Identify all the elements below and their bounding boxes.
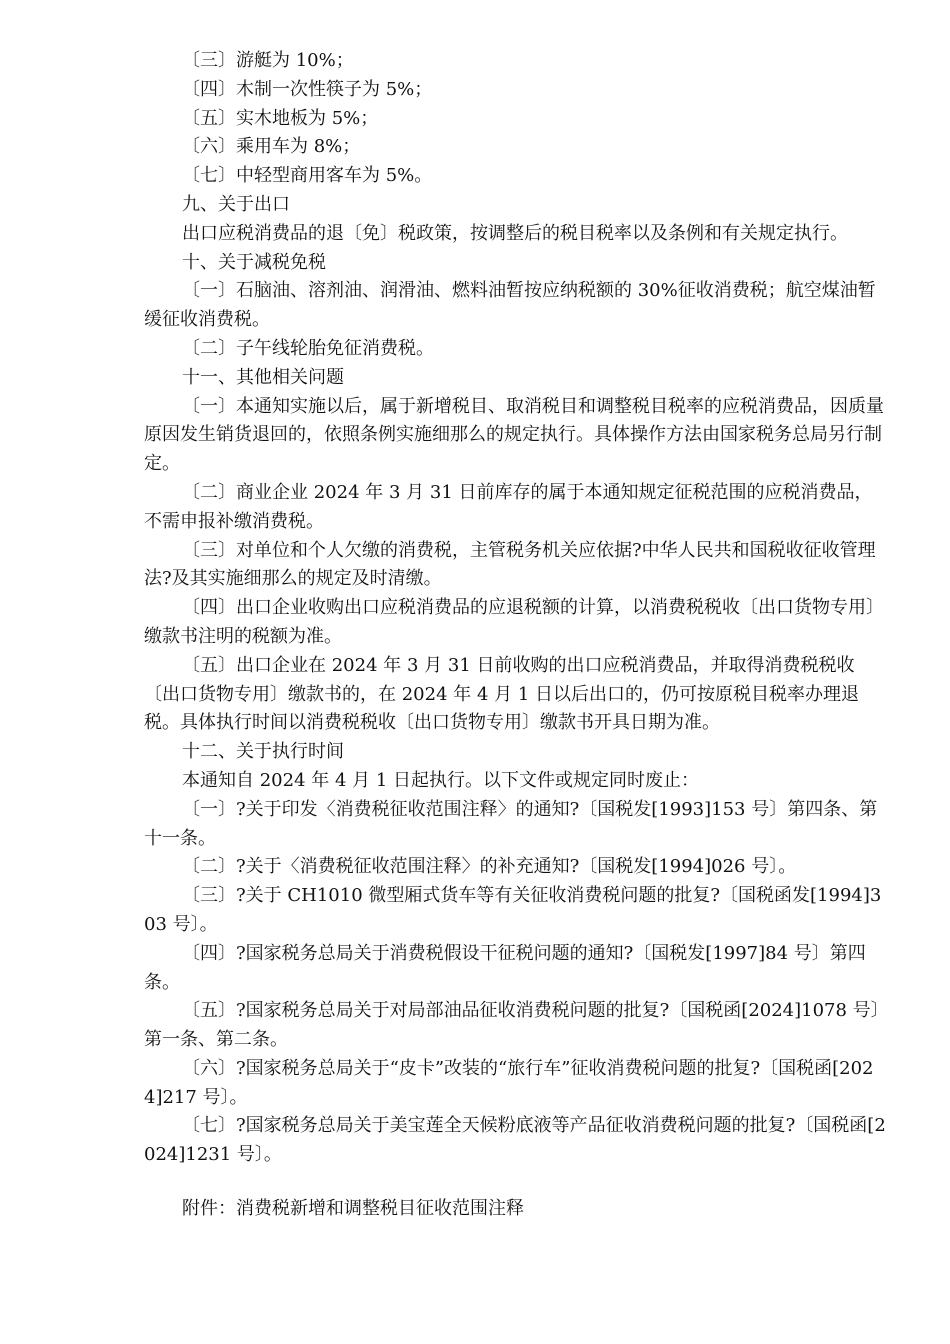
paragraph-yacht-rate: 〔三〕游艇为 10%； xyxy=(182,50,354,71)
paragraph-wood-floor-rate: 〔五〕实木地板为 5%； xyxy=(182,107,379,129)
paragraph-radial-tire-exemption: 〔二〕子午线轮胎免征消费税。 xyxy=(182,337,434,359)
paragraph-repeal-4: 〔四〕?国家税务总局关于消费税假设干征税问题的通知?〔国税发[1997]84 号〕第四条。 xyxy=(144,942,866,993)
paragraph-oil-reduction: 〔一〕石脑油、溶剂油、润滑油、燃料油暂按应纳税额的 30%征收消费税；航空煤油暂缓征收消费税。 xyxy=(144,280,876,331)
paragraph-commercial-bus-rate: 〔七〕中轻型商用客车为 5%。 xyxy=(182,165,433,187)
paragraph-chopsticks-rate: 〔四〕木制一次性筷子为 5%； xyxy=(182,78,433,100)
paragraph-passenger-car-rate: 〔六〕乘用车为 8%； xyxy=(182,136,361,158)
paragraph-export-refund-calc: 〔四〕出口企业收购出口应税消费品的应退税额的计算，以消费税税收〔出口货物专用〕缴款书注明的税额为准。 xyxy=(144,597,884,647)
paragraph-arrears: 〔三〕对单位和个人欠缴的消费税，主管税务机关应依据?中华人民共和国税收征收管理法?及其实施细那么的规定及时清缴。 xyxy=(144,539,876,590)
paragraph-repeal-1: 〔一〕?关于印发〈消费税征收范围注释〉的通知?〔国税发[1993]153 号〕第四条、第十一条。 xyxy=(144,798,878,849)
paragraph-inventory: 〔二〕商业企业 2024 年 3 月 31 日前库存的属于本通知规定征税范围的应税消费品，不需申报补缴消费税。 xyxy=(144,481,873,532)
section-heading-export: 九、关于出口 xyxy=(182,193,290,215)
document-body xyxy=(144,47,888,1170)
section-heading-other-issues: 十一、其他相关问题 xyxy=(182,366,344,388)
paragraph-returns: 〔一〕本通知实施以后，属于新增税目、取消税目和调整税目税率的应税消费品，因质量原因发生销货退回的，依照条例实施细那么的规定执行。具体操作方法由国家税务总局另行制定。 xyxy=(144,395,884,475)
section-heading-tax-reduction: 十、关于减税免税 xyxy=(182,251,326,273)
paragraph-repeal-2: 〔二〕?关于〈消费税征收范围注释〉的补充通知?〔国税发[1994]026 号〕。 xyxy=(182,856,797,878)
paragraph-repeal-6: 〔六〕?国家税务总局关于“皮卡”改装的“旅行车”征收消费税问题的批复?〔国税函[2024]217 号〕。 xyxy=(144,1057,874,1108)
paragraph-repeal-3: 〔三〕?关于 CH1010 微型厢式货车等有关征收消费税问题的批复?〔国税函发[1994]303 号〕。 xyxy=(144,885,882,935)
paragraph-export-policy: 出口应税消费品的退〔免〕税政策，按调整后的税目税率以及条例和有关规定执行。 xyxy=(182,222,848,244)
section-heading-effective-date: 十二、关于执行时间 xyxy=(182,741,344,763)
paragraph-repeal-5: 〔五〕?国家税务总局关于对局部油品征收消费税问题的批复?〔国税函[2024]1078 号〕第一条、第二条。 xyxy=(144,1000,880,1051)
paragraph-effective-date: 本通知自 2024 年 4 月 1 日起执行。以下文件或规定同时废止： xyxy=(182,769,700,791)
paragraph-repeal-7: 〔七〕?国家税务总局关于美宝莲全天候粉底液等产品征收消费税问题的批复?〔国税函[2024]1231 号〕。 xyxy=(144,1115,886,1166)
attachment-note: 附件：消费税新增和调整税目征收范围注释 xyxy=(182,1198,524,1219)
paragraph-export-refund-timing: 〔五〕出口企业在 2024 年 3 月 31 日前收购的出口应税消费品，并取得消费税税收〔出口货物专用〕缴款书的，在 2024 年 4 月 1 日以后出口的，仍可按原税目税率办理退税。具体执行时间以消费税税收〔出口货物专用〕缴款书开具日期为准。 xyxy=(144,654,860,734)
